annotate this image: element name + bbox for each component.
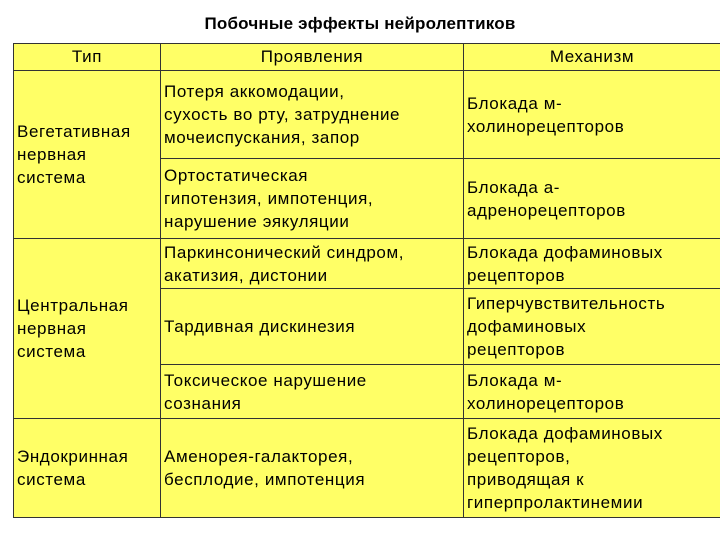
mechanism-cell: Блокада дофаминовых рецепторов, приводящая к гиперпролактинемии xyxy=(464,419,720,518)
type-cell: Вегетативная нервная система xyxy=(14,71,161,239)
mechanism-cell: Блокада м- холинорецепторов xyxy=(464,71,720,159)
header-type: Тип xyxy=(14,44,161,71)
effects-cell: Потеря аккомодации, сухость во рту, затруднение мочеиспускания, запор xyxy=(161,71,464,159)
table-row xyxy=(14,239,720,289)
type-cell: Эндокринная система xyxy=(14,419,161,518)
page-title: Побочные эффекты нейролептиков xyxy=(204,14,516,33)
type-cell: Центральная нервная система xyxy=(14,239,161,419)
mechanism-cell: Блокада дофаминовых рецепторов xyxy=(464,239,720,289)
table-row xyxy=(14,71,720,159)
mechanism-cell: Гиперчувствительность дофаминовых рецепторов xyxy=(464,289,720,365)
effects-cell: Ортостатическая гипотензия, импотенция, нарушение эякуляции xyxy=(161,159,464,239)
side-effects-table xyxy=(13,43,720,518)
mechanism-cell: Блокада м- холинорецепторов xyxy=(464,365,720,419)
table-row xyxy=(14,419,720,518)
header-mechanism: Механизм xyxy=(464,44,720,71)
mechanism-cell: Блокада а- адренорецепторов xyxy=(464,159,720,239)
effects-cell: Паркинсонический синдром, акатизия, дистонии xyxy=(161,239,464,289)
effects-cell: Тардивная дискинезия xyxy=(161,289,464,365)
effects-cell: Аменорея-галакторея, бесплодие, импотенция xyxy=(161,419,464,518)
header-effects: Проявления xyxy=(161,44,464,71)
effects-cell: Токсическое нарушение сознания xyxy=(161,365,464,419)
table-header-row xyxy=(14,44,720,71)
